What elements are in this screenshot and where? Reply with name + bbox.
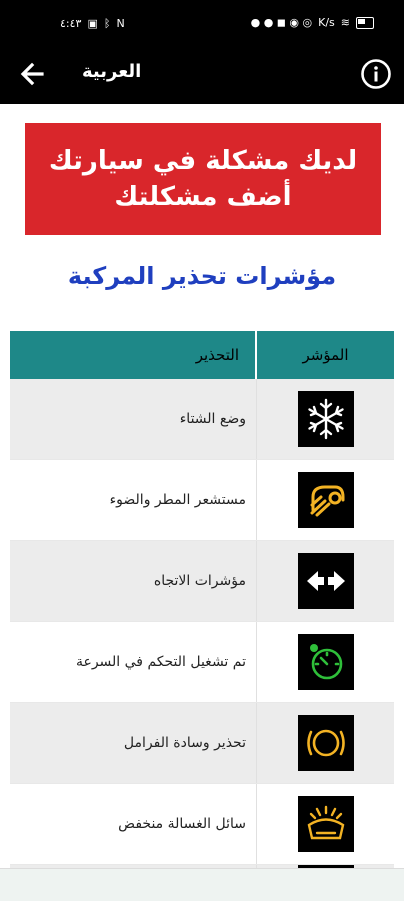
- nfc-icon: N: [116, 17, 125, 30]
- table-row[interactable]: [10, 784, 394, 865]
- cruise-control-icon: [298, 634, 354, 690]
- rain-light-sensor-icon: [298, 472, 354, 528]
- section-title: مؤشرات تحذير المركبة: [67, 262, 337, 290]
- warning-text: تحذير وسادة الفرامل: [10, 703, 257, 783]
- table-row[interactable]: [10, 379, 394, 460]
- warning-text: وضع الشتاء: [10, 379, 257, 459]
- app-title: العربية: [82, 61, 142, 82]
- table-row[interactable]: [10, 703, 394, 784]
- washer-fluid-icon: [298, 796, 354, 852]
- banner-line-2: أضف مشكلتك: [114, 182, 292, 212]
- info-icon[interactable]: [360, 58, 392, 90]
- hd-icon: ▣: [87, 17, 98, 30]
- status-left: [60, 17, 125, 30]
- warning-text: مستشعر المطر والضوء: [10, 460, 257, 540]
- notification-icons: ● ● ◼ ◉ ◎: [250, 16, 313, 29]
- warning-text: سائل الغسالة منخفض: [10, 784, 257, 864]
- snowflake-icon: [298, 391, 354, 447]
- table-header: [10, 331, 394, 379]
- table-row[interactable]: [10, 541, 394, 622]
- network-speed: K/s: [318, 16, 335, 29]
- app-bar: [0, 44, 404, 104]
- status-bar: [0, 0, 404, 44]
- back-arrow-icon[interactable]: [16, 58, 48, 90]
- battery-icon: [356, 17, 374, 29]
- brake-pad-icon: [298, 715, 354, 771]
- turn-signal-icon: [298, 553, 354, 609]
- bottom-nav-area: [0, 868, 404, 901]
- header-indicator: المؤشر: [302, 346, 349, 364]
- status-right: [251, 16, 374, 29]
- banner-line-1: لديك مشكلة في سيارتك: [48, 146, 358, 176]
- warning-indicators-table: [10, 331, 394, 875]
- warning-text: مؤشرات الاتجاه: [10, 541, 257, 621]
- table-row[interactable]: [10, 460, 394, 541]
- add-problem-banner[interactable]: [25, 123, 381, 235]
- header-warning: التحذير: [10, 331, 257, 379]
- bluetooth-icon: ᛒ: [103, 17, 111, 30]
- status-time: ٤:٤٣: [60, 17, 82, 30]
- warning-text: تم تشغيل التحكم في السرعة: [10, 622, 257, 702]
- table-row[interactable]: [10, 622, 394, 703]
- wifi-icon: ≋: [340, 16, 350, 29]
